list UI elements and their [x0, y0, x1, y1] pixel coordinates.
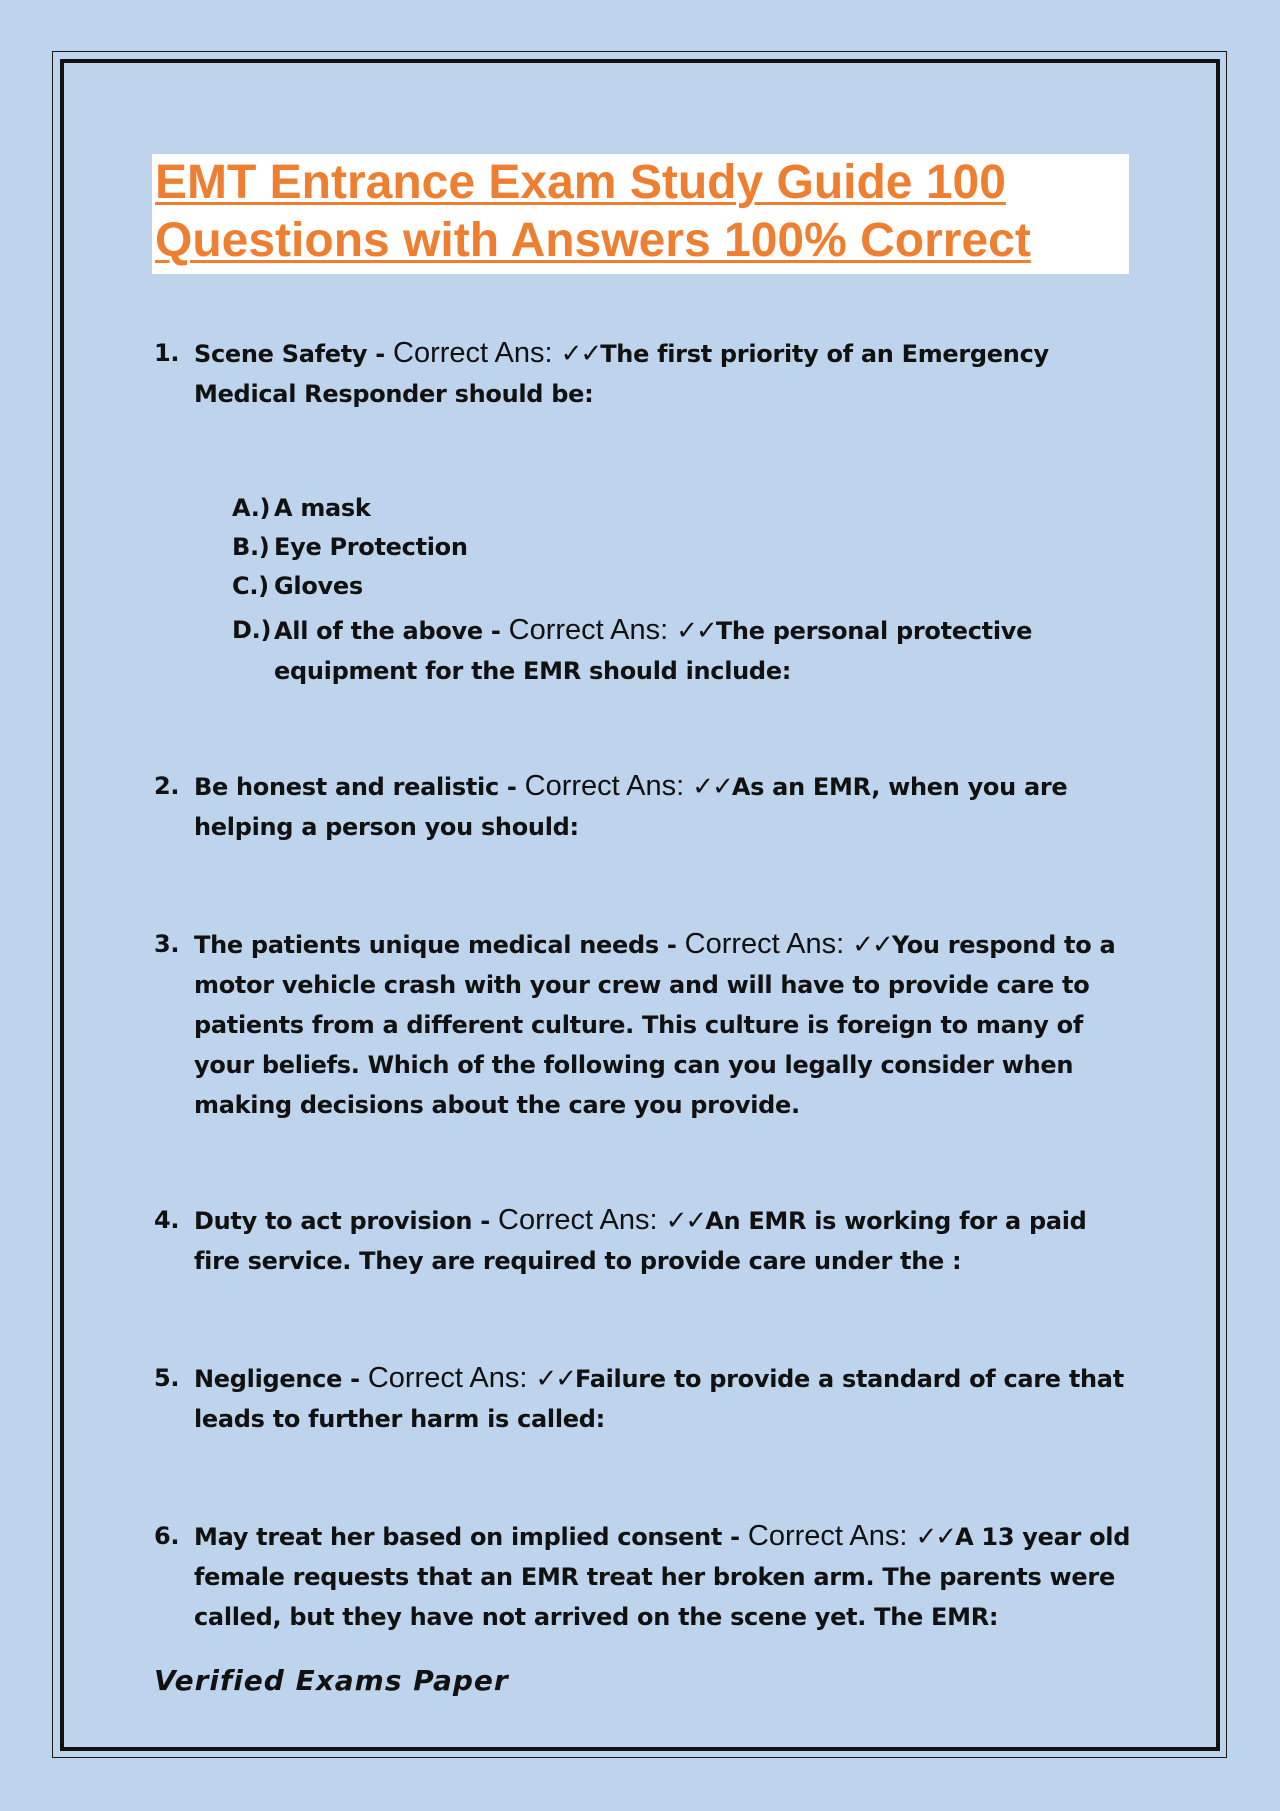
option-text: Gloves — [274, 572, 363, 600]
question-text: As an EMR, when you are helping a person you should: — [194, 773, 1068, 841]
checkmark-icon: ✓✓ — [852, 930, 892, 960]
checkmark-icon: ✓✓ — [676, 616, 716, 646]
option-c — [232, 566, 1132, 606]
question-6: 6. May treat her based on implied consent - Correct Ans: ✓✓A 13 year old female requests that an EMR treat her broken arm. The parents were called, but they have not arrived on the scene yet. The EMR: — [154, 1516, 1134, 1637]
question-3: 3. The patients unique medical needs - Correct Ans: ✓✓You respond to a motor vehicle crash with your crew and will have to provide care to patients from a different culture. This culture is foreign to many of your beliefs. Which of the following can you legally consider when making decisions about the care you provide. — [154, 924, 1134, 1125]
question-1: 1. Scene Safety - Correct Ans: ✓✓The first priority of an Emergency Medical Responder should be: — [154, 333, 1134, 414]
page-border-inner — [60, 59, 1220, 1751]
option-label: C.) — [232, 572, 269, 600]
option-text: A mask — [274, 494, 371, 522]
correct-answer-label: Correct Ans: — [508, 614, 669, 646]
answer-text: Be honest and realistic — [194, 773, 499, 801]
question-text: The first priority of an Emergency Medical Responder should be: — [194, 340, 1049, 408]
correct-answer-label: Correct Ans: — [524, 770, 685, 802]
answer-text: The patients unique medical needs — [194, 931, 659, 959]
question-text: The personal protective equipment for the EMR should include: — [274, 617, 1033, 685]
question-number: 4. — [154, 1206, 180, 1234]
question-2: 2. Be honest and realistic - Correct Ans: ✓✓As an EMR, when you are helping a person you should: — [154, 766, 1134, 847]
correct-answer-label: Correct Ans: — [747, 1520, 908, 1552]
question-4: 4. Duty to act provision - Correct Ans: ✓✓An EMR is working for a paid fire service. They are required to provide care under the : — [154, 1200, 1134, 1281]
question-number: 3. — [154, 930, 180, 958]
correct-answer-label: Correct Ans: — [498, 1204, 658, 1236]
question-number: 2. — [154, 772, 180, 800]
question-number: 1. — [154, 339, 180, 367]
option-label: D.) — [232, 616, 272, 644]
correct-answer-label: Correct Ans: — [367, 1362, 528, 1394]
checkmark-icon: ✓✓ — [692, 772, 732, 802]
option-d: D.) All of the above - Correct Ans: ✓✓The personal protective equipment for the EMR should include: — [232, 610, 1132, 691]
checkmark-icon: ✓✓ — [535, 1364, 576, 1394]
question-5: 5. Negligence - Correct Ans: ✓✓Failure to provide a standard of care that leads to further harm is called: — [154, 1358, 1134, 1439]
question-text: A 13 year old female requests that an EMR treat her broken arm. The parents were called, but they have not arrived on the scene yet. The EMR: — [194, 1523, 1131, 1631]
checkmark-icon: ✓✓ — [915, 1522, 956, 1552]
question-number: 6. — [154, 1522, 180, 1550]
answer-text: Negligence — [194, 1365, 343, 1393]
answer-text: May treat her based on implied consent — [194, 1523, 723, 1551]
correct-answer-label: Correct Ans: — [684, 928, 845, 960]
option-a — [232, 488, 1132, 528]
option-label: A.) — [232, 494, 271, 522]
option-text: All of the above — [274, 617, 483, 645]
correct-answer-label: Correct Ans: — [393, 337, 553, 369]
checkmark-icon: ✓✓ — [560, 339, 601, 369]
option-text: Eye Protection — [274, 533, 468, 561]
checkmark-icon: ✓✓ — [665, 1206, 706, 1236]
option-b — [232, 527, 1132, 567]
question-text: You respond to a motor vehicle crash with your crew and will have to provide care to patients from a different culture. This culture is foreign to many of your beliefs. Which of the following can you legally consider when making decisions about the care you provide. — [194, 931, 1116, 1119]
footer-brand: Verified Exams Paper — [154, 1664, 509, 1697]
option-label: B.) — [232, 533, 270, 561]
answer-text: Duty to act provision — [194, 1207, 473, 1235]
question-text: Failure to provide a standard of care that leads to further harm is called: — [194, 1365, 1124, 1433]
document-title: EMT Entrance Exam Study Guide 100 Questions with Answers 100% Correct — [155, 156, 1031, 267]
question-text: An EMR is working for a paid fire service. They are required to provide care under the : — [194, 1207, 1087, 1275]
answer-text: Scene Safety — [194, 340, 368, 368]
question-number: 5. — [154, 1364, 180, 1392]
